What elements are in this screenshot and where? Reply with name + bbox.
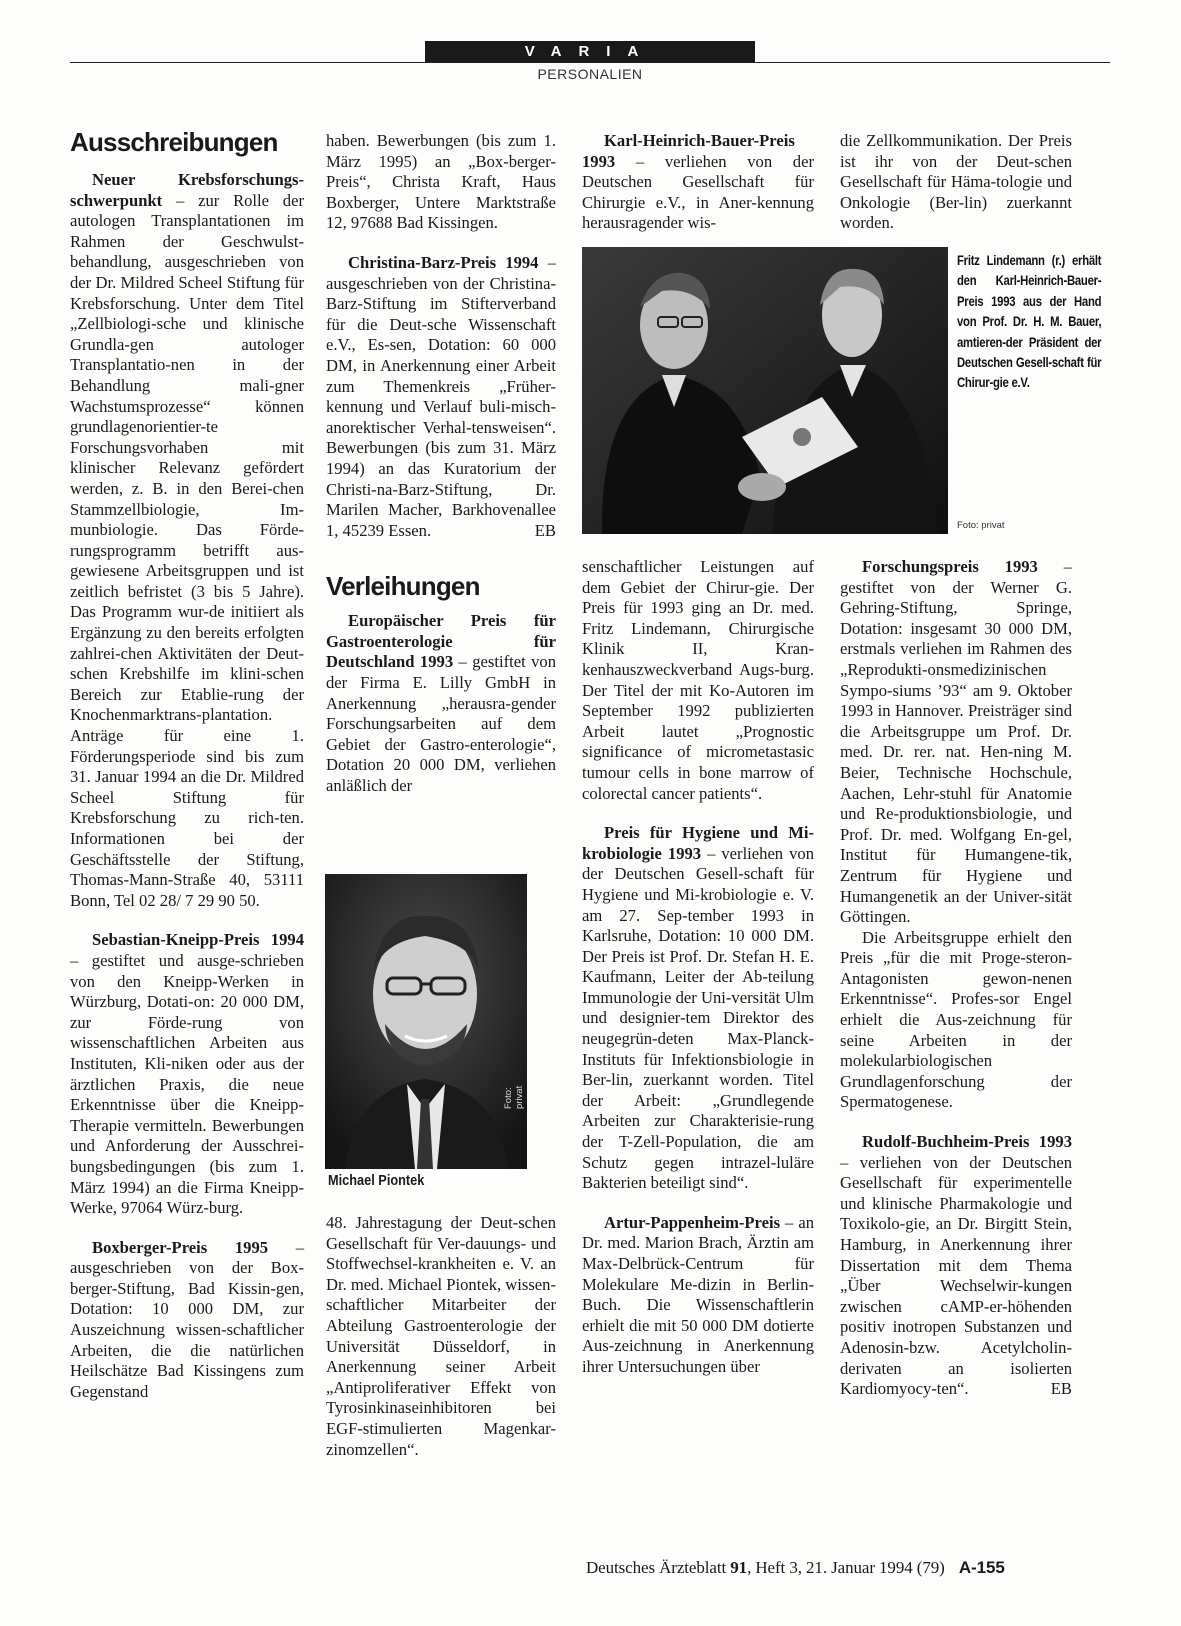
article-bauer-preis-cont: senschaftlicher Leistungen auf dem Gebiet der Chirur-gie. Der Preis für 1993 ging an Dr. med. Fritz Lindemann, Chirurgische Klinik II, Kran-kenhauszweckverband Augs-burg. Der Titel der mit Ko-Autoren im September 1992 publizierten Arbeit lautet „Prognostic significance of micrometastasic tumour cells in bone marrow of colorectal cancer patients“.	[582, 557, 814, 803]
article-barz: Christina-Barz-Preis 1994 – ausgeschrieben von der Christina-Barz-Stiftung im Stifterverband für die Deut-sche Wissenschaft e.V., Es-sen, Dotation: 60 000 DM, in Anerkennung einer Arbeit zum Themenkreis „Früher-kennung und Verlauf buli-misch-anorektischer Verhal-tensweisen“. Bewerbungen (bis zum 31. März 1994) an das Kuratorium der Christi-na-Barz-Stiftung, Dr. Marilen Macher, Barkhovenallee 1, 45239 Essen. EB	[326, 252, 556, 540]
article-buchheim-preis: Rudolf-Buchheim-Preis 1993 – verliehen von der Deutschen Gesellschaft für experimentelle und klinische Pharmakologie und Toxikolo-gie, an Dr. Birgitt Stein, Hamburg, in Anerkennung ihrer Dissertation mit dem Thema „Über Wechselwir-kungen zwischen cAMP-er-höhenden positiv inotropen Substanzen und Adenosin-bzw. Acetylcholin-derivaten an isolierten Kardiomyocy-ten“. EB	[840, 1132, 1072, 1399]
article-hygiene-preis: Preis für Hygiene und Mi-krobiologie 1993 – verliehen von der Deutschen Gesell-schaft für Hygiene und Mi-krobiologie e. V. am 27. Sep-tember 1993 in Karlsruhe, Dotation: 10 000 DM. Der Preis ist Prof. Dr. Stefan H. E. Kaufmann, Leiter der Ab-teilung Immunologie der Uni-versität Ulm und designier-tem Direktor des neugegrün-deten Max-Planck-Instituts für Infektionsbiologie in Ber-lin, zuerkannt worden. Titel der Arbeit: „Grundlegende Arbeiten zur Charakterisie-rung der T-Zell-Population, die am Schutz gegen intrazel-luläre Bakterien beteiligt sind“.	[582, 823, 814, 1193]
award-photo-credit: Foto: privat	[957, 520, 1005, 531]
article-bauer-preis: Karl-Heinrich-Bauer-Preis 1993 – verliehen von der Deutschen Gesellschaft für Chirurgie e.V., in Aner-kennung herausragender wis-	[582, 131, 814, 233]
article-boxberger-cont: haben. Bewerbungen (bis zum 1. März 1995) an „Box-berger-Preis“, Christa Kraft, Haus Boxberger, Untere Marktstraße 12, 97688 Bad Kissingen.	[326, 131, 556, 233]
article-euro-preis-cont: 48. Jahrestagung der Deut-schen Gesellschaft für Ver-dauungs- und Stoffwechsel-krankheiten e. V. an Dr. med. Michael Piontek, wissen-schaftlicher Mitarbeiter der Abteilung Gastroenterologie der Universität Düsseldorf, in Anerkennung seiner Arbeit „Antiproliferativer Effekt von Tyrosinkinaseinhibitoren bei EGF-stimulierten Magenkar-zinomzellen“.	[326, 1213, 556, 1459]
article-pappenheim-preis: Artur-Pappenheim-Preis – an Dr. med. Marion Brach, Ärztin am Max-Delbrück-Centrum für Molekulare Me-dizin in Berlin-Buch. Die Wissenschaftlerin erhielt die mit 50 000 DM dotierte Aus-zeichnung in Anerkennung ihrer Untersuchungen über	[582, 1212, 814, 1376]
author-sign: EB	[534, 520, 556, 540]
column-3-top	[582, 131, 814, 234]
column-4-bottom	[840, 557, 1072, 1400]
portrait-photo-piontek	[325, 874, 527, 1169]
column-2-continued	[326, 1213, 556, 1460]
page-number: A-155	[958, 1558, 1005, 1577]
subsection-label: PERSONALIEN	[537, 66, 643, 82]
header-rule	[70, 62, 1110, 63]
author-sign: EB	[1050, 1379, 1072, 1399]
column-4-top	[840, 131, 1072, 234]
award-photo-caption: Fritz Lindemann (r.) erhält den Karl-Heinrich-Bauer-Preis 1993 aus der Hand von Prof. Dr. H. M. Bauer, amtieren-der Präsident der Deutschen Gesell-schaft für Chirur-gie e.V.	[957, 253, 1102, 391]
column-3-bottom	[582, 557, 814, 1378]
journal-name: Deutsches Ärzteblatt	[586, 1558, 727, 1577]
photo-credit: Foto: privat	[503, 1085, 525, 1109]
article-krebsforschung: Neuer Krebsforschungs-schwerpunkt – zur Rolle der autologen Transplantationen im Rahmen der Geschwulst-behandlung, ausgeschrieben von der Dr. Mildred Scheel Stiftung für Krebsforschung. Unter dem Titel „Zellbiologi-sche und klinische Grundla-gen autologer Transplantatio-nen in der Behandlung mali-gner Wachstumsprozesse“ können grundlagenorientier-te Forschungsvorhaben mit klinischer Relevanz gefördert werden, z. B. in den Berei-chen Stammzellbiologie, Im-munbiologie. Das Förde-rungsprogramm betrifft aus-gewiesene Arbeitsgruppen und ist zeitlich befristet (3 bis 5 Jahre). Das Programm wur-de initiiert als Ergänzung zu den bereits erfolgten zahlrei-chen Aktivitäten der Deut-schen Krebshilfe im klini-schen Bereich zur Etablie-rung der Knochenmarktrans-plantation. Anträge für eine 1. Förderungsperiode sind bis zum 31. Januar 1994 an die Dr. Mildred Scheel Stiftung für Krebsforschung zu rich-ten. Informationen bei der Geschäftsstelle der Stiftung, Thomas-Mann-Straße 40, 53111 Bonn, Tel 02 28/ 7 29 90 50.	[70, 170, 304, 910]
award-image	[582, 247, 948, 534]
article-forschungspreis: Forschungspreis 1993 – gestiftet von der Werner G. Gehring-Stiftung, Springe, Dotation: insgesamt 30 000 DM, erstmals verliehen im Rahmen des „Reprodukti-onsmedizinischen Sympo-siums ’93“ am 9. Oktober 1993 in Hannover. Preisträger sind die Arbeitsgruppe um Prof. Dr. med. Dr. rer. nat. Hen-ning M. Beier, Technische Hochschule, Aachen, Lehr-stuhl für Anatomie und Re-produktionsbiologie, und Prof. Dr. med. Wolfgang En-gel, Institut für Humangene-tik, Zentrum für Hygiene und Humangenetik an der Univer-sität Göttingen.	[840, 557, 1072, 927]
journal-volume: 91	[730, 1558, 748, 1577]
portrait-image	[325, 874, 527, 1169]
award-photo-lindemann	[582, 247, 948, 534]
section-title-verleihungen: Verleihungen	[326, 571, 480, 602]
article-pappenheim-cont: die Zellkommunikation. Der Preis ist ihr von der Deut-schen Gesellschaft für Häma-tologie und Onkologie (Ber-lin) zuerkannt worden.	[840, 131, 1072, 233]
page-footer	[586, 1558, 1005, 1578]
section-title-ausschreibungen: Ausschreibungen	[70, 127, 278, 157]
journal-issue: , Heft 3, 21. Januar 1994 (79)	[747, 1558, 945, 1577]
column-2	[326, 131, 556, 797]
article-euro-preis: Europäischer Preis für Gastroenterologie für Deutschland 1993 – gestiftet von der Firma E. Lilly GmbH in Anerkennung „herausra-gender Forschungsarbeiten auf dem Gebiet der Gastro-enterologie“, Dotation 20 000 DM, verliehen anläßlich der	[326, 611, 556, 796]
article-forschungspreis-2: Die Arbeitsgruppe erhielt den Preis „für die mit Proge-steron-Antagonisten gewon-nenen Erkenntnisse“. Profes-sor Engel erhielt die Aus-zeichnung für seine Arbeiten in der molekularbiologischen Grundlagenforschung der Spermatogenese.	[840, 927, 1072, 1112]
column-1	[70, 127, 304, 1402]
article-kneipp: Sebastian-Kneipp-Preis 1994 – gestiftet und ausge-schrieben von den Kneipp-Werken in Würzburg, Dotati-on: 20 000 DM, zur Förde-rung von wissenschaftlichen Arbeiten aus Instituten, Kli-niken oder aus der ärztlichen Praxis, die neue Erkenntnisse über die Kneipp-Therapie vermitteln. Bewerbungen und Anforderung der Ausschrei-bungsbedingungen (bis zum 1. März 1994) an die Firma Kneipp-Werke, 97064 Würz-burg.	[70, 930, 304, 1218]
portrait-caption: Michael Piontek	[328, 1172, 425, 1189]
article-boxberger: Boxberger-Preis 1995 – ausgeschrieben von der Box-berger-Stiftung, Bad Kissin-gen, Dotation: 10 000 DM, zur Auszeichnung wissen-schaftlicher Arbeiten, die die natürlichen Heilschätze Bad Kissingens zum Gegenstand	[70, 1237, 304, 1401]
section-banner: VARIA	[425, 41, 755, 62]
